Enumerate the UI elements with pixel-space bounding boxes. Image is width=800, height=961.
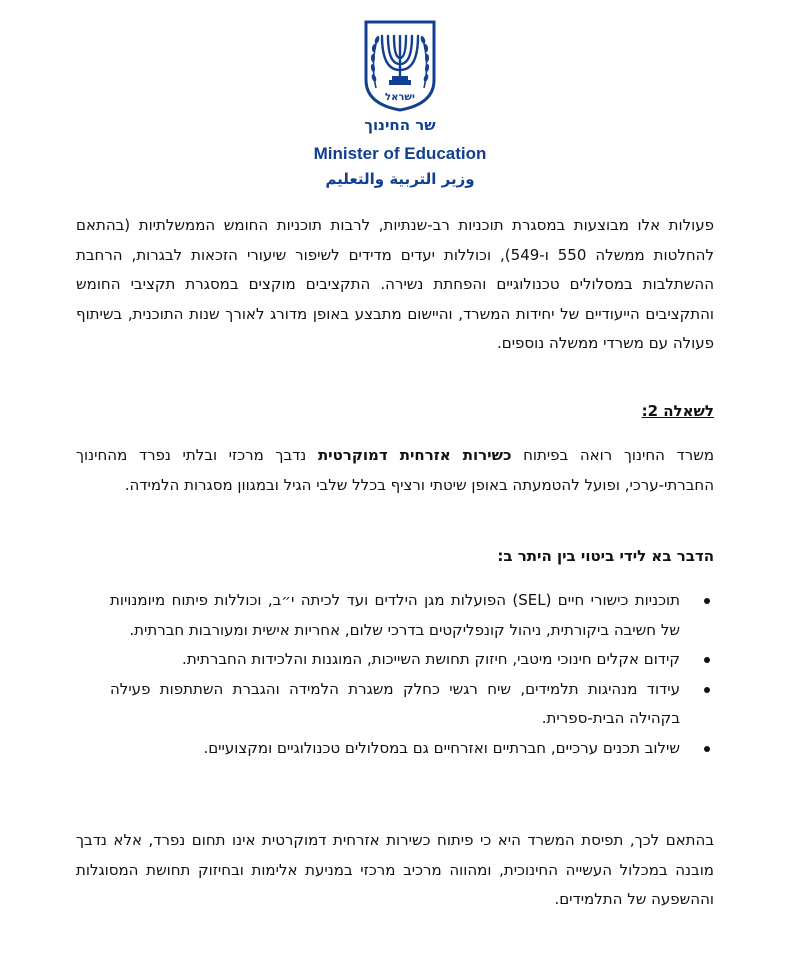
- list-item-text: עידוד מנהיגות תלמידים, שיח רגשי כחלק משגרת הלמידה והגברת השתתפות פעילה בקהילה הבית-ספרית.: [110, 679, 680, 727]
- paragraph2-text-end: נדבך מרכזי ובלתי נפרד מהחינוך החברתי-ערכי, ופועל להטמעתה באופן שיטתי ורציף בכלל שלבי הגיל ובמגוון מסגרות הלמידה.: [76, 446, 714, 494]
- list-item: [110, 734, 710, 764]
- title-arabic: وزير التربية والتعليم: [325, 170, 475, 188]
- bullet-dot-icon: [704, 598, 710, 604]
- paragraph-civic-competence: [76, 441, 714, 500]
- title-english: Minister of Education: [313, 144, 487, 163]
- paragraph-plans: פעולות אלו מבוצעות במסגרת תוכניות רב-שנתיות, לרבות תוכניות החומש הממשלתיות (בהתאם להחלטות ממשלה 550 ו-549), וכוללות יעדים מדידים לשיפור שיעורי הזכאות לבגרות, הרחבת ההשתלבות במסלולים טכנולוגיים והפחתת נשירה. התקציבים מוקצים במסגרת תקציבי החומש והתקציבים הייעודיים של יחידות המשרד, והיישום מתבצע באופן מדורג לאורך שנות התוכנית, בשיתוף פעולה עם משרדי ממשלה נוספים.: [76, 216, 714, 352]
- title-hebrew: שר החינוך: [364, 116, 436, 134]
- paragraph-conclusion: בהתאם לכך, תפיסת המשרד היא כי פיתוח כשירות אזרחית דמוקרטית אינו תחום נפרד, אלא נדבך מובנה במכלול העשייה החינוכית, ומהווה מרכיב מרכזי במניעת אלימות ובחיזוק תחושת המסוגלות וההשפעה של התלמידים.: [76, 831, 714, 908]
- list-item-text: תוכניות כישורי חיים (SEL) הפועלות מגן הילדים ועד לכיתה י״ב, וכוללות פיתוח מיומנויות של חשיבה ביקורתית, ניהול קונפליקטים בדרכי שלום, אחריות אישית ומעורבות חברתית.: [110, 591, 680, 639]
- list-item-text: קידום אקלים חינוכי מיטבי, חיזוק תחושת השייכות, המוגנות והלכידות החברתית.: [182, 650, 680, 668]
- list-item: [110, 645, 710, 675]
- paragraph2-text-start: משרד החינוך רואה בפיתוח: [511, 446, 715, 464]
- list-item: [110, 675, 710, 734]
- state-emblem-icon: [362, 18, 438, 112]
- expression-heading: הדבר בא לידי ביטוי בין היתר ב:: [497, 547, 714, 565]
- list-item-text: שילוב תכנים ערכיים, חברתיים ואזרחיים גם במסלולים טכנולוגיים ומקצועיים.: [203, 738, 680, 757]
- bullet-dot-icon: [704, 687, 710, 693]
- list-item: [110, 586, 710, 645]
- emblem-label: ישראל: [385, 92, 415, 103]
- letterhead-titles: [0, 116, 800, 188]
- paragraph2-bold-term: כשירות אזרחית דמוקרטית: [317, 446, 512, 464]
- question-2-heading: לשאלה 2:: [641, 402, 714, 420]
- bullet-dot-icon: [704, 746, 710, 752]
- bullet-list: [110, 586, 710, 763]
- bullet-dot-icon: [704, 657, 710, 663]
